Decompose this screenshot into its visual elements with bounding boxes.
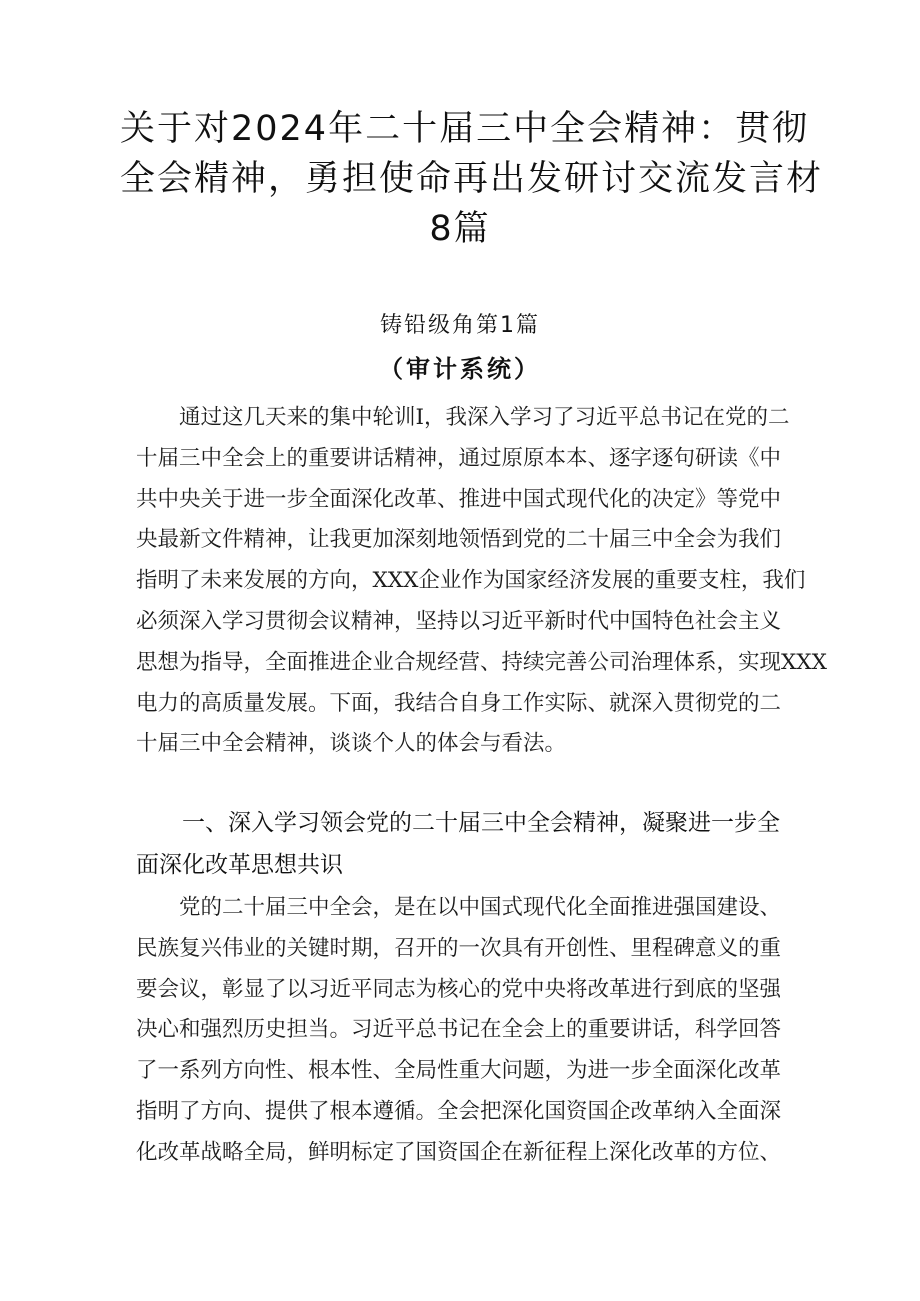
text-line: 了一系列方向性、根本性、全局性重大问题，为进一步全面深化改革 bbox=[136, 1058, 782, 1084]
text-line: 指明了未来发展的方向，XXX企业作为国家经济发展的重要支柱，我们 bbox=[136, 568, 806, 594]
text-line: 必须深入学习贯彻会议精神，坚持以习近平新时代中国特色社会主义 bbox=[136, 608, 782, 634]
category-label: （审计系统） bbox=[379, 355, 541, 383]
text-line: 思想为指导，全面推进企业合规经营、持续完善公司治理体系，实现XXX bbox=[136, 649, 827, 675]
paragraph-body bbox=[136, 888, 786, 1174]
title-line: 关于对2024年二十届三中全会精神：贯彻 bbox=[120, 109, 810, 149]
text-line: 民族复兴伟业的关键时期，召开的一次具有开创性、里程碑意义的重 bbox=[136, 935, 782, 961]
text-line: 决心和强烈历史担当。习近平总书记在全会上的重要讲话，科学回答 bbox=[136, 1017, 782, 1043]
text-line: 党的二十届三中全会，是在以中国式现代化全面推进强国建设、 bbox=[136, 895, 782, 920]
text-line: 共中央关于进一步全面深化改革、推进中国式现代化的决定》等党中 bbox=[136, 486, 782, 512]
text-line: 电力的高质量发展。下面，我结合自身工作实际、就深入贯彻党的二 bbox=[136, 690, 782, 716]
text-line: 化改革战略全局，鲜明标定了国资国企在新征程上深化改革的方位、 bbox=[136, 1139, 782, 1165]
heading-line: 一、深入学习领会党的二十届三中全会精神，凝聚进一步全 bbox=[136, 810, 780, 836]
part-subtitle: 铸铅级角第1篇 bbox=[380, 313, 540, 338]
text-line: 十届三中全会精神，谈谈个人的体会与看法。 bbox=[136, 731, 567, 757]
section-heading bbox=[136, 802, 796, 886]
title-line: 全会精神，勇担使命再出发研讨交流发言材 bbox=[120, 159, 824, 199]
heading-line: 面深化改革思想共识 bbox=[136, 852, 343, 878]
text-line: 要会议，彰显了以习近平同志为核心的党中央将改革进行到底的坚强 bbox=[136, 976, 782, 1002]
text-line: 指明了方向、提供了根本遵循。全会把深化国资国企改革纳入全面深 bbox=[136, 1098, 782, 1124]
paragraph-intro bbox=[136, 398, 827, 765]
title-line: 8篇 bbox=[429, 209, 491, 249]
text-line: 通过这几天来的集中轮训I，我深入学习了习近平总书记在党的二 bbox=[136, 405, 790, 430]
document-title bbox=[120, 104, 824, 254]
text-line: 央最新文件精神，让我更加深刻地领悟到党的二十届三中全会为我们 bbox=[136, 527, 782, 553]
text-line: 十届三中全会上的重要讲话精神，通过原原本本、逐字逐句研读《中 bbox=[136, 445, 782, 471]
